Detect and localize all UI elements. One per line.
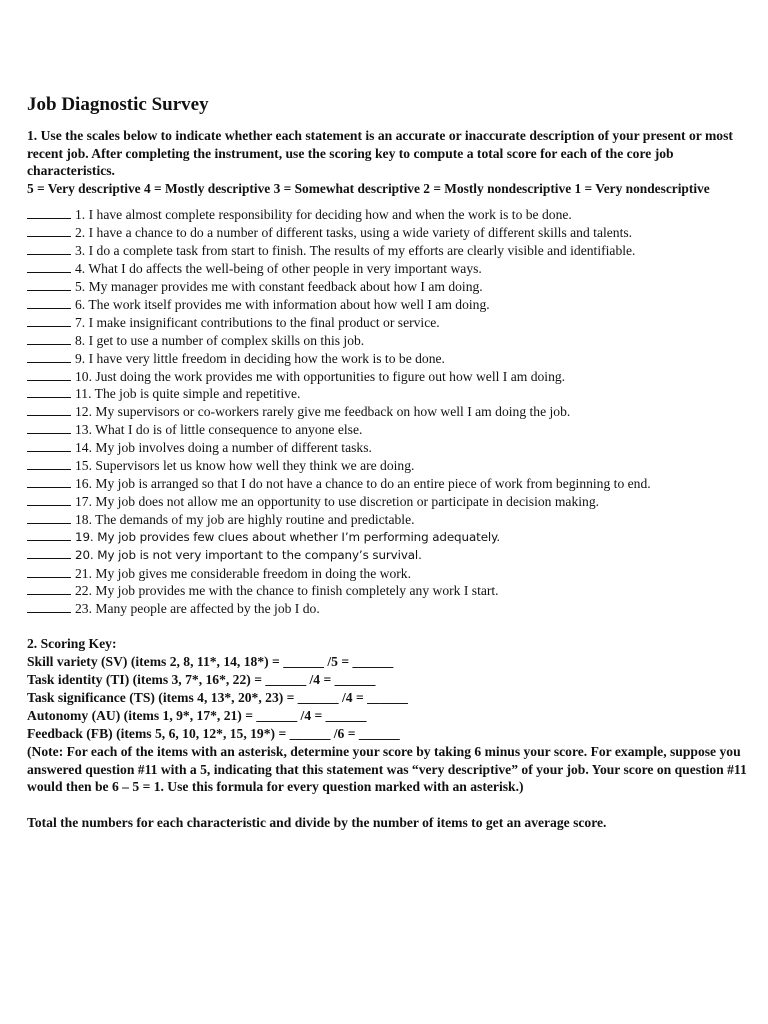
survey-item-text: 3. I do a complete task from start to finish. The results of my efforts are clearly visible and identifiable. (75, 243, 636, 259)
survey-item (27, 350, 757, 368)
survey-item-text: 15. Supervisors let us know how well they think we are doing. (75, 458, 415, 474)
survey-item-text: 1. I have almost complete responsibility for deciding how and when the work is to be done. (75, 207, 572, 223)
answer-blank[interactable] (27, 225, 71, 237)
survey-item (27, 260, 757, 278)
answer-blank[interactable] (27, 404, 71, 416)
survey-item (27, 332, 757, 350)
scoring-note-continuation: would then be 6 – 5 = 1. Use this formula for every question marked with an asterisk.) (27, 779, 524, 795)
answer-blank[interactable] (27, 512, 71, 524)
survey-item (27, 278, 757, 296)
survey-item (27, 493, 757, 511)
answer-blank[interactable] (27, 422, 71, 434)
survey-item-text: 22. My job provides me with the chance to finish completely any work I start. (75, 583, 499, 599)
answer-blank[interactable] (27, 547, 71, 559)
answer-blank[interactable] (27, 369, 71, 381)
scoring-note-text: (Note: For each of the items with an asterisk, determine your score by taking 6 minus your score. For example, suppose you answered question #11 with a 5, indicating that this statement was “very descriptive” of your job. Your score on question #11 (27, 743, 747, 777)
instructions-paragraph: 1. Use the scales below to indicate whether each statement is an accurate or inaccurate description of your present or most recent job. After completing the instrument, use the scoring key to compute a total score for each of the core job characteristics. (27, 128, 733, 179)
answer-blank[interactable] (27, 529, 71, 541)
answer-blank[interactable] (27, 476, 71, 488)
survey-item (27, 242, 757, 260)
answer-blank[interactable] (27, 601, 71, 613)
scoring-key (27, 635, 757, 742)
survey-item (27, 206, 757, 224)
survey-item (27, 314, 757, 332)
answer-blank[interactable] (27, 386, 71, 398)
survey-item-text: 23. Many people are affected by the job I do. (75, 601, 320, 617)
answer-blank[interactable] (27, 261, 71, 273)
answer-blank[interactable] (27, 279, 71, 291)
answer-blank[interactable] (27, 458, 71, 470)
survey-item (27, 457, 757, 475)
survey-item-text: 2. I have a chance to do a number of different tasks, using a wide variety of different skills and talents. (75, 225, 633, 241)
survey-item (27, 368, 757, 386)
survey-item (27, 385, 757, 403)
scoring-line-skill-variety: Skill variety (SV) (items 2, 8, 11*, 14, 18*) = ______ /5 = ______ (27, 654, 394, 670)
survey-item-text: 10. Just doing the work provides me with opportunities to figure out how well I am doing. (75, 368, 566, 384)
survey-item (27, 475, 757, 493)
scoring-note (27, 743, 757, 797)
survey-item-text: 7. I make insignificant contributions to the final product or service. (75, 314, 440, 330)
survey-item (27, 224, 757, 242)
answer-blank[interactable] (27, 243, 71, 255)
rating-scale: 5 = Very descriptive 4 = Mostly descriptive 3 = Somewhat descriptive 2 = Mostly nondescriptive 1 = Very nondescriptive (27, 180, 710, 196)
survey-item-text: 21. My job gives me considerable freedom in doing the work. (75, 565, 411, 581)
survey-item (27, 439, 757, 457)
scoring-line-task-identity: Task identity (TI) (items 3, 7*, 16*, 22) = ______ /4 = ______ (27, 672, 376, 688)
answer-blank[interactable] (27, 297, 71, 309)
survey-item (27, 421, 757, 439)
survey-item-text: 16. My job is arranged so that I do not have a chance to do an entire piece of work from beginning to end. (75, 475, 651, 491)
survey-item-text: 18. The demands of my job are highly routine and predictable. (75, 511, 415, 527)
survey-item-text: 20. My job is not very important to the company’s survival. (75, 547, 422, 562)
survey-item-text: 4. What I do affects the well-being of other people in very important ways. (75, 261, 482, 277)
survey-item-text: 19. My job provides few clues about whether I’m performing adequately. (75, 529, 501, 544)
scoring-line-feedback: Feedback (FB) (items 5, 6, 10, 12*, 15, 19*) = ______ /6 = ______ (27, 725, 400, 741)
survey-item-text: 12. My supervisors or co-workers rarely give me feedback on how well I am doing the job. (75, 404, 571, 420)
survey-item (27, 565, 757, 583)
survey-item (27, 582, 757, 600)
survey-item-text: 11. The job is quite simple and repetitive. (75, 386, 301, 402)
answer-blank[interactable] (27, 315, 71, 327)
survey-item-text: 17. My job does not allow me an opportunity to use discretion or participate in decision making. (75, 493, 600, 509)
answer-blank[interactable] (27, 207, 71, 219)
answer-blank[interactable] (27, 351, 71, 363)
total-instruction: Total the numbers for each characteristic and divide by the number of items to get an average score. (27, 815, 607, 831)
survey-item-text: 14. My job involves doing a number of different tasks. (75, 440, 372, 456)
answer-blank[interactable] (27, 333, 71, 345)
survey-item (27, 547, 757, 565)
scoring-line-autonomy: Autonomy (AU) (items 1, 9*, 17*, 21) = ______ /4 = ______ (27, 707, 367, 723)
scoring-line-task-significance: Task significance (TS) (items 4, 13*, 20*, 23) = ______ /4 = ______ (27, 689, 408, 705)
answer-blank[interactable] (27, 583, 71, 595)
survey-item (27, 296, 757, 314)
survey-item-text: 6. The work itself provides me with information about how well I am doing. (75, 296, 490, 312)
survey-item (27, 600, 757, 618)
survey-item-text: 9. I have very little freedom in deciding how the work is to be done. (75, 350, 445, 366)
survey-items-list (27, 206, 757, 618)
survey-item-text: 8. I get to use a number of complex skills on this job. (75, 332, 365, 348)
answer-blank[interactable] (27, 566, 71, 578)
scoring-heading: 2. Scoring Key: (27, 636, 117, 652)
survey-item-text: 5. My manager provides me with constant feedback about how I am doing. (75, 279, 483, 294)
document-page (27, 94, 757, 846)
survey-item (27, 529, 757, 547)
answer-blank[interactable] (27, 494, 71, 506)
document-title: Job Diagnostic Survey (27, 94, 209, 115)
survey-item (27, 511, 757, 529)
survey-item-text: 13. What I do is of little consequence to anyone else. (75, 422, 363, 438)
answer-blank[interactable] (27, 440, 71, 452)
survey-item (27, 403, 757, 421)
